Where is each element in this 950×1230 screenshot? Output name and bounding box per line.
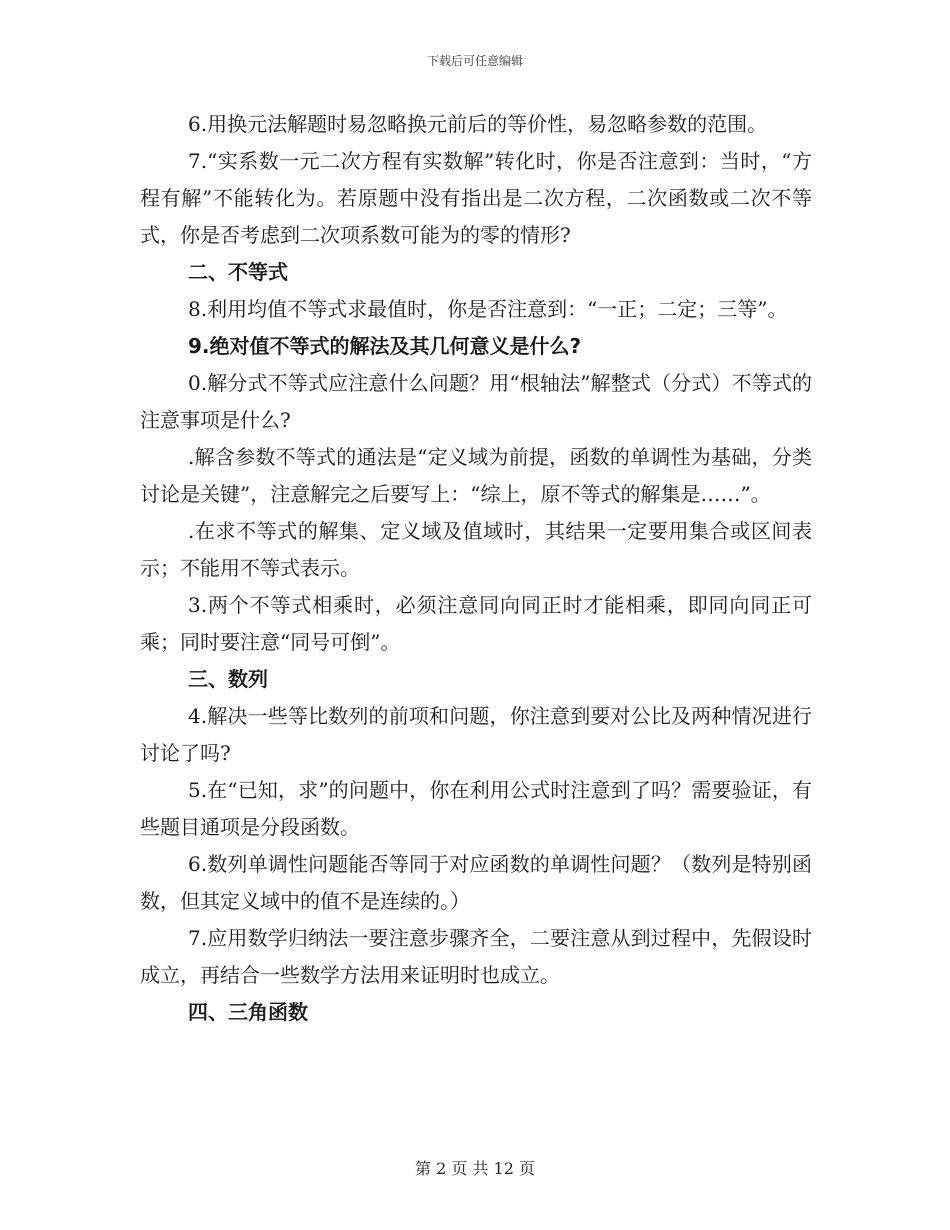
section-heading-trigonometry: 四、三角函数 <box>188 1000 308 1024</box>
paragraph-item-8-mean-inequality: 8.利用均值不等式求最值时，你是否注意到：“一正；二定；三等”。 <box>188 297 788 321</box>
paragraph-item-12-solution-set: .在求不等式的解集、定义域及值域时，其结果一定要用集合或区间表示；不能用不等式表示。 <box>140 519 812 580</box>
page-header: 下载后可任意编辑 <box>426 54 523 68</box>
paragraph-item-14-geometric-sum: 4.解决一些等比数列的前项和问题，你注意到要对公比及两种情况进行讨论了吗? <box>140 704 812 765</box>
paragraph-item-9-absolute-value: 9.绝对值不等式的解法及其几何意义是什么? <box>188 334 582 358</box>
paragraph-item-7-quadratic: 7.“实系数一元二次方程有实数解”转化时，你是否注意到：当时，“方程有解”不能转化为。若原题中没有指出是二次方程，二次函数或二次不等式，你是否考虑到二次项系数可能为的零的情形? <box>140 149 812 247</box>
paragraph-item-11-parameter: .解含参数不等式的通法是“定义域为前提，函数的单调性为基础，分类讨论是关键”，注意解完之后要写上：“综上，原不等式的解集是……”。 <box>140 445 812 506</box>
page-footer: 第 2 页 共 12 页 <box>415 1159 535 1178</box>
document-body <box>140 106 812 1031</box>
section-heading-sequence: 三、数列 <box>188 667 268 691</box>
paragraph-item-13-multiply: 3.两个不等式相乘时，必须注意同向同正时才能相乘，即同向同正可乘；同时要注意“同号可倒”。 <box>140 593 812 654</box>
section-heading-inequality: 二、不等式 <box>188 260 288 284</box>
paragraph-item-16-monotonicity: 6.数列单调性问题能否等同于对应函数的单调性问题？（数列是特别函数，但其定义域中的值不是连续的。） <box>140 852 812 913</box>
paragraph-item-10-fractional: 0.解分式不等式应注意什么问题？用“根轴法”解整式（分式）不等式的注意事项是什么? <box>140 371 812 432</box>
paragraph-item-15-known-find: 5.在“已知，求”的问题中，你在利用公式时注意到了吗？需要验证，有些题目通项是分段函数。 <box>140 778 812 839</box>
paragraph-item-6-substitution: 6.用换元法解题时易忽略换元前后的等价性，易忽略参数的范围。 <box>188 112 768 136</box>
paragraph-item-17-induction: 7.应用数学归纳法一要注意步骤齐全，二要注意从到过程中，先假设时成立，再结合一些数学方法用来证明时也成立。 <box>140 926 812 987</box>
